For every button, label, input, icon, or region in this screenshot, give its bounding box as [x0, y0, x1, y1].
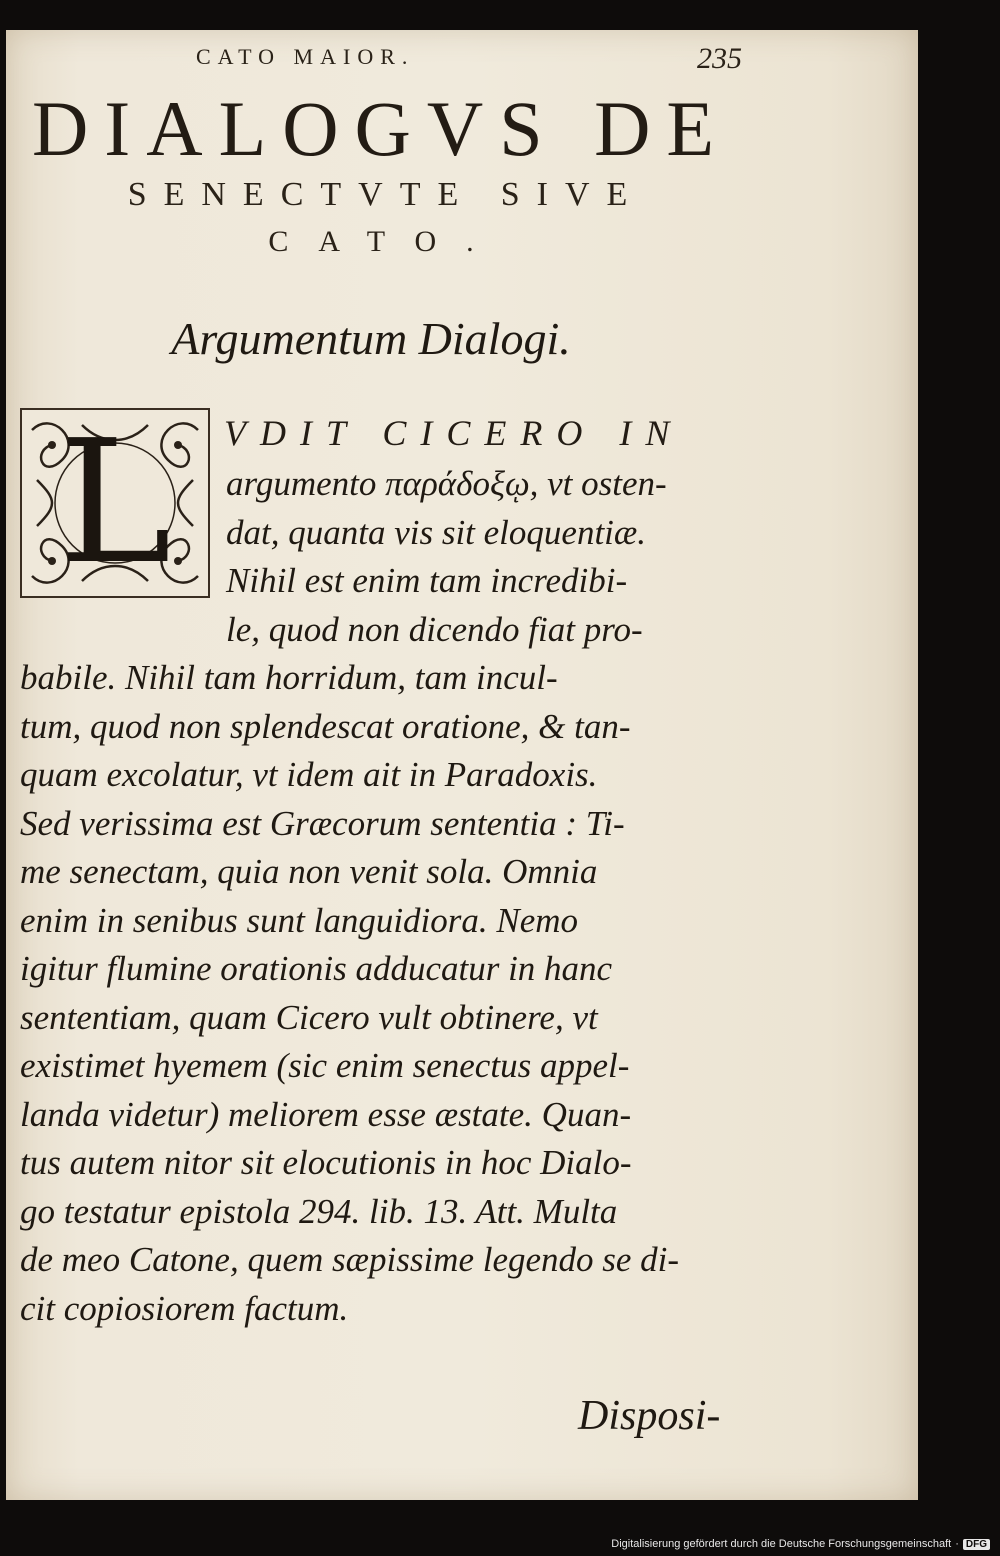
text-line: dat, quanta vis sit eloquentiæ. [226, 512, 646, 552]
text-line: Sed verissima est Græcorum sententia : Ti- [20, 803, 625, 843]
footer-text: Digitalisierung gefördert durch die Deutsche Forschungsgemeinschaft [611, 1538, 952, 1550]
running-head: CATO MAIOR. [196, 44, 415, 69]
text-line: existimet hyemem (sic enim senectus appel- [20, 1046, 630, 1085]
text-line: igitur flumine orationis adducatur in hanc [20, 949, 613, 988]
text-line: tus autem nitor sit elocutionis in hoc Dialo- [20, 1143, 632, 1182]
title-main: DIALOGVS DE [31, 85, 731, 172]
argument-heading: Argumentum Dialogi. [171, 313, 571, 364]
text-line: go testatur epistola 294. lib. 13. Att. Multa [20, 1191, 618, 1231]
initial-letter: L [58, 404, 172, 602]
text-line: landa videtur) meliorem esse æstate. Quan- [20, 1094, 632, 1134]
body-text [20, 460, 726, 1333]
text-line: me senectam, quia non venit sola. Omnia [20, 852, 598, 891]
lead-capitals: VDIT CICERO IN [224, 413, 684, 453]
text-line: enim in senibus sunt languidiora. Nemo [20, 900, 579, 940]
text-line: sententiam, quam Cicero vult obtinere, vt [20, 997, 598, 1037]
page-number: 235 [697, 42, 742, 75]
footer-credit: Digitalisierung gefördert durch die Deutsche Forschungsgemeinschaft · DFG [611, 1538, 990, 1550]
text-line: Nihil est enim tam incredibi- [226, 561, 628, 600]
book-page [6, 30, 918, 1500]
text-line: le, quod non dicendo fiat pro- [226, 609, 643, 649]
text-line: argumento παράδοξῳ, vt osten- [226, 464, 667, 503]
text-line: quam excolatur, vt idem ait in Paradoxis. [20, 755, 598, 794]
dfg-logo-icon: DFG [963, 1539, 990, 1550]
text-line: babile. Nihil tam horridum, tam incul- [20, 658, 558, 697]
title-sub-2: CATO. [268, 225, 504, 258]
text-line: tum, quod non splendescat oratione, & tan- [20, 706, 631, 746]
title-sub: SENECTVTE SIVE [127, 176, 645, 213]
text-line: cit copiosiorem factum. [20, 1288, 349, 1328]
catchword: Disposi- [578, 1393, 721, 1439]
text-line: de meo Catone, quem sæpissime legendo se di- [20, 1240, 680, 1279]
